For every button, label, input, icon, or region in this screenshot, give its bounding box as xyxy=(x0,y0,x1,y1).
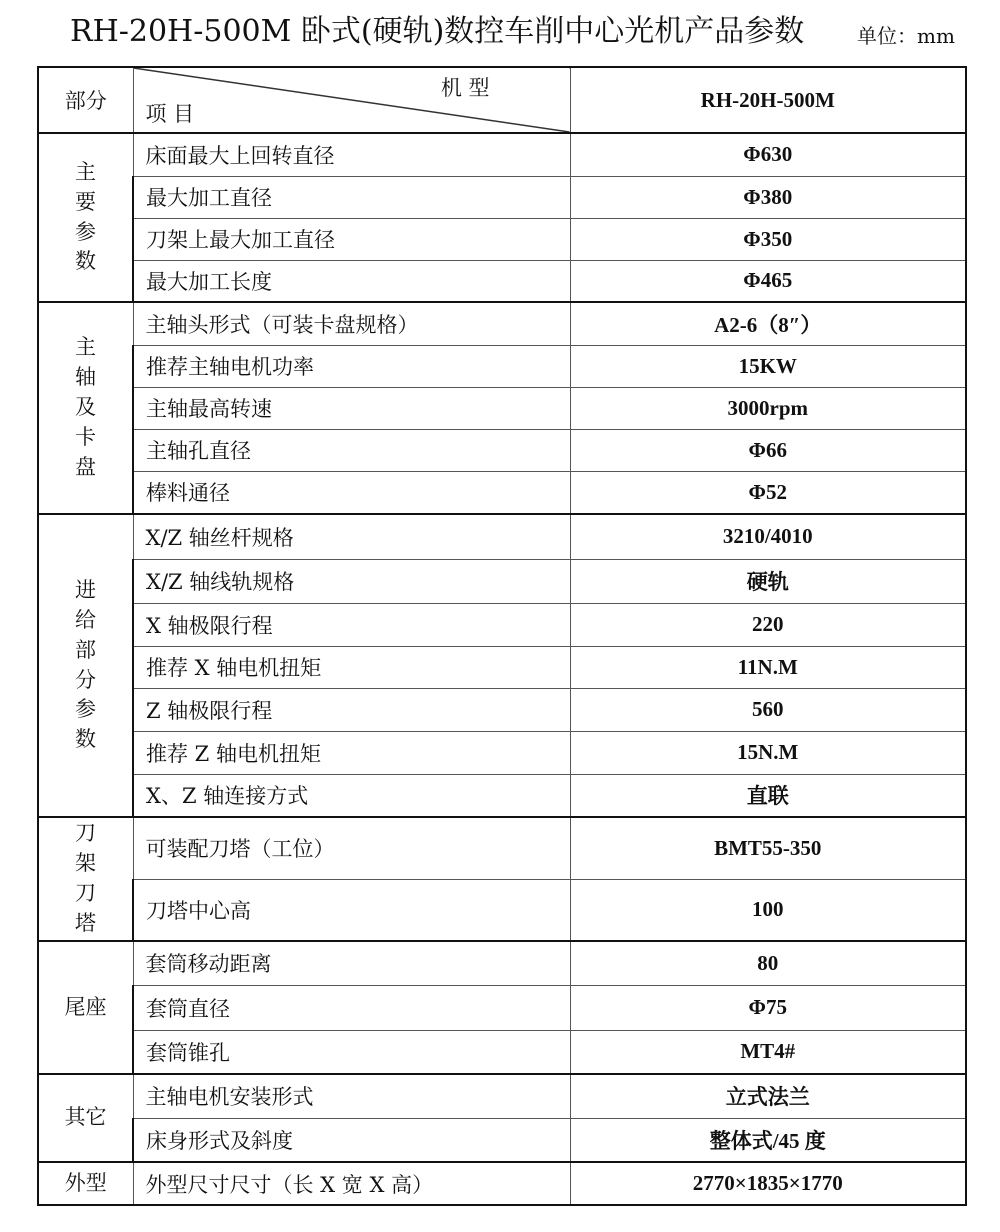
param-value: Φ52 xyxy=(570,471,966,514)
table-row xyxy=(38,133,966,176)
table-row xyxy=(38,429,966,471)
section-label xyxy=(38,1162,133,1205)
param-value: A2-6（8″） xyxy=(570,302,966,345)
table-row xyxy=(38,985,966,1030)
table-row xyxy=(38,1030,966,1074)
section-label xyxy=(38,514,133,817)
param-name: Z 轴极限行程 xyxy=(133,688,570,731)
param-name: 套筒锥孔 xyxy=(133,1030,570,1074)
param-name: X、Z 轴连接方式 xyxy=(133,774,570,817)
param-name: 外型尺寸尺寸（长 X 宽 X 高） xyxy=(133,1162,570,1205)
param-value: Φ66 xyxy=(570,429,966,471)
param-name: X/Z 轴线轨规格 xyxy=(133,559,570,603)
param-name: 刀架上最大加工直径 xyxy=(133,218,570,260)
param-value: 11N.M xyxy=(570,646,966,688)
param-name: 刀塔中心高 xyxy=(133,879,570,941)
param-value: 整体式/45 度 xyxy=(570,1118,966,1162)
param-value: BMT55-350 xyxy=(570,817,966,879)
section-label xyxy=(38,133,133,302)
param-value: 80 xyxy=(570,941,966,985)
section-label xyxy=(38,1074,133,1162)
param-name: 最大加工直径 xyxy=(133,176,570,218)
param-name: 主轴头形式（可装卡盘规格） xyxy=(133,302,570,345)
param-name: 床身形式及斜度 xyxy=(133,1118,570,1162)
header-model-label: 机 型 xyxy=(440,76,490,100)
table-row xyxy=(38,646,966,688)
table-row xyxy=(38,471,966,514)
table-row xyxy=(38,1074,966,1118)
table-row xyxy=(38,603,966,646)
param-value: Φ350 xyxy=(570,218,966,260)
table-row xyxy=(38,345,966,387)
param-value: 220 xyxy=(570,603,966,646)
param-value: 2770×1835×1770 xyxy=(570,1162,966,1205)
param-value: 立式法兰 xyxy=(570,1074,966,1118)
param-name: 主轴孔直径 xyxy=(133,429,570,471)
table-row xyxy=(38,559,966,603)
param-value: 3210/4010 xyxy=(570,514,966,559)
section-label xyxy=(38,941,133,1074)
param-value: Φ380 xyxy=(570,176,966,218)
header-diagonal-cell xyxy=(133,67,570,133)
param-name: X 轴极限行程 xyxy=(133,603,570,646)
param-name: 棒料通径 xyxy=(133,471,570,514)
table-row xyxy=(38,817,966,879)
section-label-text: 进给部分参数 xyxy=(75,578,96,752)
param-name: 推荐 Z 轴电机扭矩 xyxy=(133,731,570,774)
table-row xyxy=(38,176,966,218)
table-row xyxy=(38,941,966,985)
table-row xyxy=(38,514,966,559)
header-item-label: 项 目 xyxy=(145,102,195,126)
param-value: 3000rpm xyxy=(570,387,966,429)
unit-label: 单位：mm xyxy=(857,24,955,48)
table-row xyxy=(38,688,966,731)
param-name: 套筒直径 xyxy=(133,985,570,1030)
param-value: 560 xyxy=(570,688,966,731)
param-value: 15N.M xyxy=(570,731,966,774)
page-title: RH-20H-500M 卧式(硬轨)数控车削中心光机产品参数 xyxy=(70,14,805,49)
table-header-row xyxy=(38,67,966,133)
param-value: MT4# xyxy=(570,1030,966,1074)
table-row xyxy=(38,218,966,260)
section-label-text: 刀架刀塔 xyxy=(75,821,96,935)
param-name: 主轴电机安装形式 xyxy=(133,1074,570,1118)
table-row xyxy=(38,302,966,345)
header-section-label: 部分 xyxy=(38,67,133,133)
param-value: Φ75 xyxy=(570,985,966,1030)
param-name: X/Z 轴丝杆规格 xyxy=(133,514,570,559)
param-name: 推荐主轴电机功率 xyxy=(133,345,570,387)
param-name: 可装配刀塔（工位） xyxy=(133,817,570,879)
param-name: 套筒移动距离 xyxy=(133,941,570,985)
section-label-text: 主轴及卡盘 xyxy=(75,335,96,479)
param-value: 15KW xyxy=(570,345,966,387)
param-value: 硬轨 xyxy=(570,559,966,603)
table-row xyxy=(38,774,966,817)
param-value: Φ465 xyxy=(570,260,966,302)
section-label-text: 外型 xyxy=(64,1170,107,1195)
section-label-text: 尾座 xyxy=(64,994,107,1019)
param-name: 推荐 X 轴电机扭矩 xyxy=(133,646,570,688)
param-value: 100 xyxy=(570,879,966,941)
param-name: 主轴最高转速 xyxy=(133,387,570,429)
table-row xyxy=(38,260,966,302)
param-name: 最大加工长度 xyxy=(133,260,570,302)
param-value: 直联 xyxy=(570,774,966,817)
spec-table xyxy=(37,66,967,1206)
param-name: 床面最大上回转直径 xyxy=(133,133,570,176)
table-row xyxy=(38,879,966,941)
section-label-text: 主要参数 xyxy=(75,159,96,274)
table-row xyxy=(38,1162,966,1205)
header-model-value: RH-20H-500M xyxy=(570,67,966,133)
table-row xyxy=(38,731,966,774)
table-row xyxy=(38,387,966,429)
param-value: Φ630 xyxy=(570,133,966,176)
section-label xyxy=(38,817,133,941)
section-label xyxy=(38,302,133,514)
table-row xyxy=(38,1118,966,1162)
section-label-text: 其它 xyxy=(64,1105,107,1130)
